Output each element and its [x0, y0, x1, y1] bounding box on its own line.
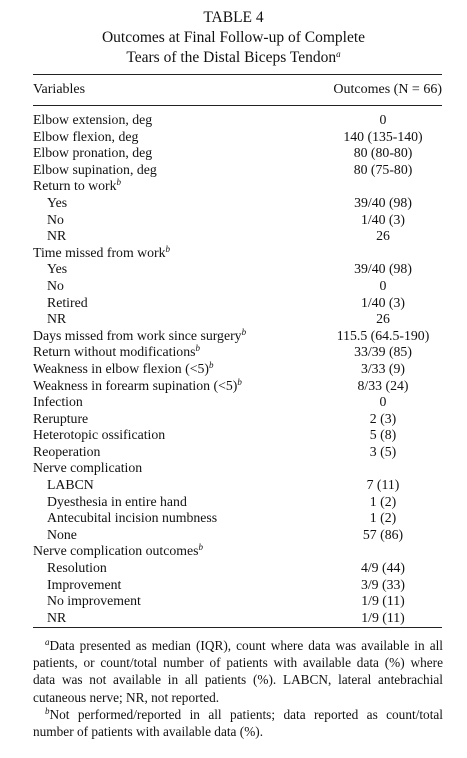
row-value: 1/9 (11): [361, 593, 405, 609]
row-label: [47, 494, 187, 511]
table-row: [33, 178, 442, 195]
table-row: [33, 527, 442, 544]
row-value: 1/9 (11): [361, 609, 405, 625]
row-label: [47, 527, 77, 544]
row-value: 26: [376, 228, 390, 244]
table-row: [33, 245, 442, 262]
row-value: 1 (2): [369, 493, 397, 509]
table-row: [33, 344, 442, 361]
row-value: 80 (75-80): [353, 161, 413, 177]
row-footnote-mark: b: [165, 243, 170, 254]
row-footnote-mark: b: [198, 542, 204, 553]
table-row: [33, 195, 442, 212]
row-label: [47, 593, 141, 610]
row-value: 57 (86): [362, 526, 404, 542]
row-label-text: No: [47, 211, 64, 227]
table-row: [33, 444, 442, 461]
table-row: [33, 361, 442, 378]
row-label: [33, 394, 83, 411]
table-row: [33, 411, 442, 428]
header-rule: [33, 105, 442, 106]
row-value: 80 (80-80): [353, 145, 413, 161]
column-header-variables: Variables: [33, 82, 86, 97]
row-value: 3/9 (33): [360, 576, 406, 592]
row-label-text: Return to work: [33, 178, 117, 194]
row-label-text: Heterotopic ossification: [33, 427, 166, 443]
row-value: 1/40 (3): [360, 211, 406, 227]
top-rule: [33, 74, 442, 75]
table-row: [33, 510, 442, 527]
table-caption: [0, 8, 467, 68]
table-row: [33, 577, 442, 594]
row-label: [33, 112, 152, 129]
row-value: 39/40 (98): [354, 261, 412, 277]
footnote-b-mark: b: [45, 705, 50, 716]
row-label: [47, 295, 88, 312]
table-row: [33, 228, 442, 245]
row-label-text: Weakness in forearm supination (<5): [33, 377, 238, 393]
row-label-text: Yes: [47, 261, 68, 277]
row-label-text: Infection: [33, 394, 83, 410]
row-footnote-mark: b: [237, 376, 242, 387]
bottom-rule: [33, 627, 442, 628]
table-row: [33, 593, 442, 610]
row-label: [33, 245, 170, 262]
row-label-text: Elbow flexion, deg: [33, 128, 139, 144]
row-label-text: Dyesthesia in entire hand: [47, 493, 187, 509]
row-label: [33, 162, 157, 179]
row-value: 0: [379, 394, 387, 410]
row-label-text: Reoperation: [33, 443, 101, 459]
row-label: [33, 361, 214, 378]
row-label-text: NR: [47, 609, 67, 625]
row-label: [33, 378, 242, 395]
row-label-text: Days missed from work since surgery: [33, 327, 242, 343]
row-value: 115.5 (64.5-190): [336, 327, 430, 343]
row-label: [47, 228, 66, 245]
row-label: [33, 444, 100, 461]
row-value: 3 (5): [369, 443, 397, 459]
row-label: [47, 560, 107, 577]
table-row: [33, 328, 442, 345]
table-row: [33, 610, 442, 627]
row-label-text: Yes: [47, 194, 68, 210]
row-label: [47, 278, 64, 295]
row-footnote-mark: b: [209, 359, 214, 370]
row-label-text: Time missed from work: [33, 244, 166, 260]
row-value: 2 (3): [369, 410, 397, 426]
row-value: 3/33 (9): [360, 360, 406, 376]
table-row: [33, 477, 442, 494]
title-footnote-mark: a: [336, 49, 341, 59]
row-value: 5 (8): [369, 427, 397, 443]
row-value: 140 (135-140): [343, 128, 423, 144]
row-value: 0: [379, 277, 387, 293]
row-label-text: Elbow supination, deg: [33, 161, 157, 177]
row-label: [33, 543, 203, 560]
table-row: [33, 560, 442, 577]
table-row: [33, 295, 442, 312]
row-label-text: Nerve complication outcomes: [33, 543, 199, 559]
row-label-text: Retired: [47, 294, 88, 310]
row-footnote-mark: b: [116, 177, 122, 188]
row-value: 33/39 (85): [354, 344, 412, 360]
row-label: [33, 129, 138, 146]
table-row: [33, 145, 442, 162]
row-label: [47, 212, 64, 229]
row-value: 1 (2): [369, 510, 397, 526]
table-row: [33, 129, 442, 146]
table-footnotes: [33, 637, 443, 740]
row-label-text: Elbow extension, deg: [33, 112, 153, 127]
row-label-text: Return without modifications: [33, 344, 196, 360]
row-label-text: None: [47, 526, 77, 542]
table-row: [33, 278, 442, 295]
row-label: [33, 427, 165, 444]
footnote-a-mark: a: [45, 637, 50, 647]
table-row: [33, 112, 442, 129]
row-value: 39/40 (98): [354, 194, 412, 210]
footnote-b-text: Not performed/reported in all patients; data reported as count/total number of patients with available data (%).: [33, 706, 443, 740]
row-footnote-mark: b: [195, 343, 200, 354]
row-label-text: Nerve complication: [33, 460, 143, 476]
row-label-text: Rerupture: [33, 410, 89, 426]
table-row: [33, 261, 442, 278]
row-label-text: No: [47, 277, 64, 293]
row-label-text: NR: [47, 311, 67, 327]
footnote-a: [33, 637, 443, 706]
row-label: [33, 328, 246, 345]
row-value: 26: [376, 311, 390, 327]
column-header-outcomes: Outcomes (N = 66): [333, 82, 442, 97]
row-label-text: Weakness in elbow flexion (<5): [33, 360, 210, 376]
table-row: [33, 378, 442, 395]
row-label-text: Improvement: [47, 576, 122, 592]
table-row: [33, 543, 442, 560]
row-label: [33, 344, 200, 361]
row-label: [47, 577, 121, 594]
column-header-row: [33, 81, 442, 99]
row-value: 4/9 (44): [360, 560, 406, 576]
row-value: 8/33 (24): [357, 377, 409, 393]
row-label: [47, 311, 66, 328]
table-row: [33, 427, 442, 444]
row-label: [33, 145, 152, 162]
row-label-text: No improvement: [47, 593, 141, 609]
table-label: TABLE 4: [203, 9, 264, 26]
row-label: [33, 460, 142, 477]
row-label-text: Resolution: [47, 560, 107, 576]
table-body: [33, 112, 442, 626]
row-label: [33, 411, 88, 428]
table-row: [33, 212, 442, 229]
table-row: [33, 494, 442, 511]
row-value: 0: [379, 112, 387, 127]
table-title-line-1: Outcomes at Final Follow-up of Complete: [101, 29, 366, 46]
footnote-b: [33, 706, 443, 740]
row-label: [47, 261, 67, 278]
table-row: [33, 394, 442, 411]
row-label-text: NR: [47, 228, 67, 244]
row-label: [47, 610, 66, 627]
row-label: [33, 178, 121, 195]
table-title-line-2: [0, 48, 467, 68]
row-label: [47, 510, 217, 527]
row-label-text: Elbow pronation, deg: [33, 145, 153, 161]
table-row: [33, 460, 442, 477]
row-label-text: Antecubital incision numbness: [47, 510, 218, 526]
footnote-a-text: Data presented as median (IQR), count where data was available in all patients, or count/total number of patients with available data (%) where data was not available in all patients (%). LABCN, lateral antebrachial cutaneous nerve; NR, not reported.: [33, 638, 443, 705]
row-label: [47, 477, 94, 494]
row-label-text: LABCN: [47, 477, 94, 493]
row-footnote-mark: b: [241, 326, 247, 337]
row-label: [47, 195, 67, 212]
table-row: [33, 311, 442, 328]
row-value: 1/40 (3): [360, 294, 406, 310]
row-value: 7 (11): [366, 477, 400, 493]
table-title-line-2-text: Tears of the Distal Biceps Tendon: [126, 49, 337, 66]
table-row: [33, 162, 442, 179]
